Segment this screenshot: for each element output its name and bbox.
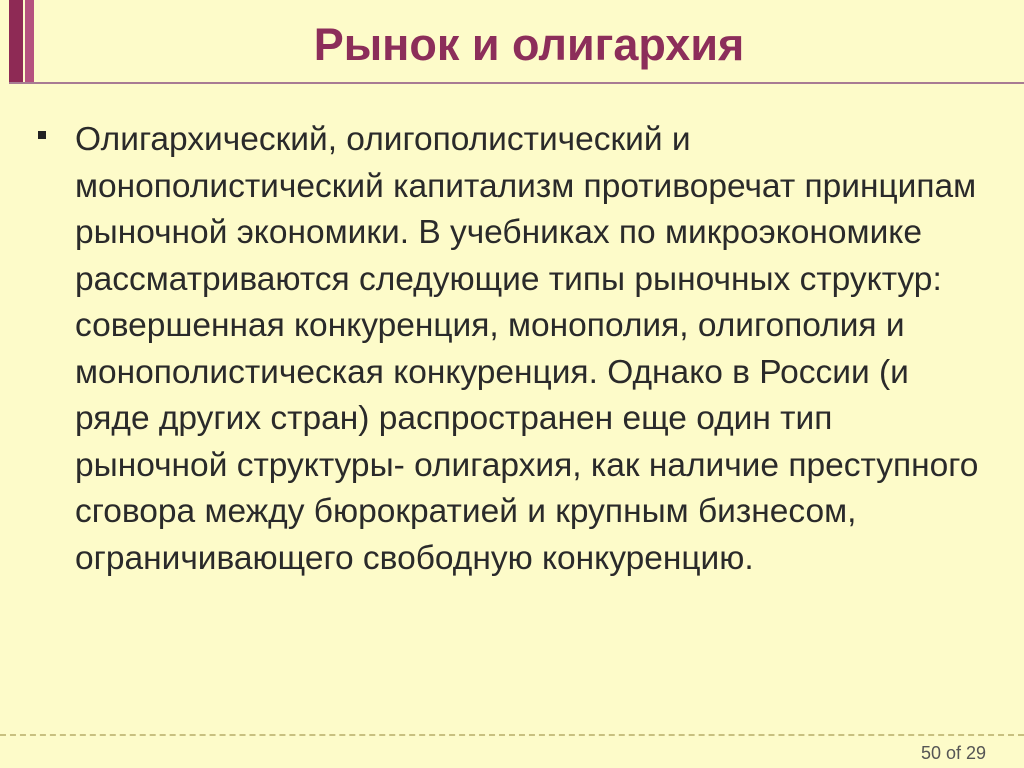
bullet-text: Олигархический, олигополистический и монополистический капитализм противоречат принципам рыночной экономики. В учебниках по микроэкономике рассматриваются следующие типы рыночных структур: совершенная конкуренция, монополия, олигополия и монополистическая конкуренция. Однако в России (и ряде других стран) распространен еще один тип рыночной структуры- олигархия, как наличие преступного сговора между бюрократией и крупным бизнесом, ограничивающего свободную конкуренцию. <box>75 121 979 577</box>
title-accent-bar-dark <box>9 0 23 84</box>
square-bullet-icon <box>38 131 46 139</box>
slide-title: Рынок и олигархия <box>313 19 745 70</box>
footer-divider <box>0 734 1024 736</box>
page-number: 50 of 29 <box>920 743 986 763</box>
slide-content <box>32 117 992 582</box>
bullet-item <box>32 117 992 582</box>
title-accent-bar-light <box>25 0 34 84</box>
title-divider <box>9 82 1024 84</box>
